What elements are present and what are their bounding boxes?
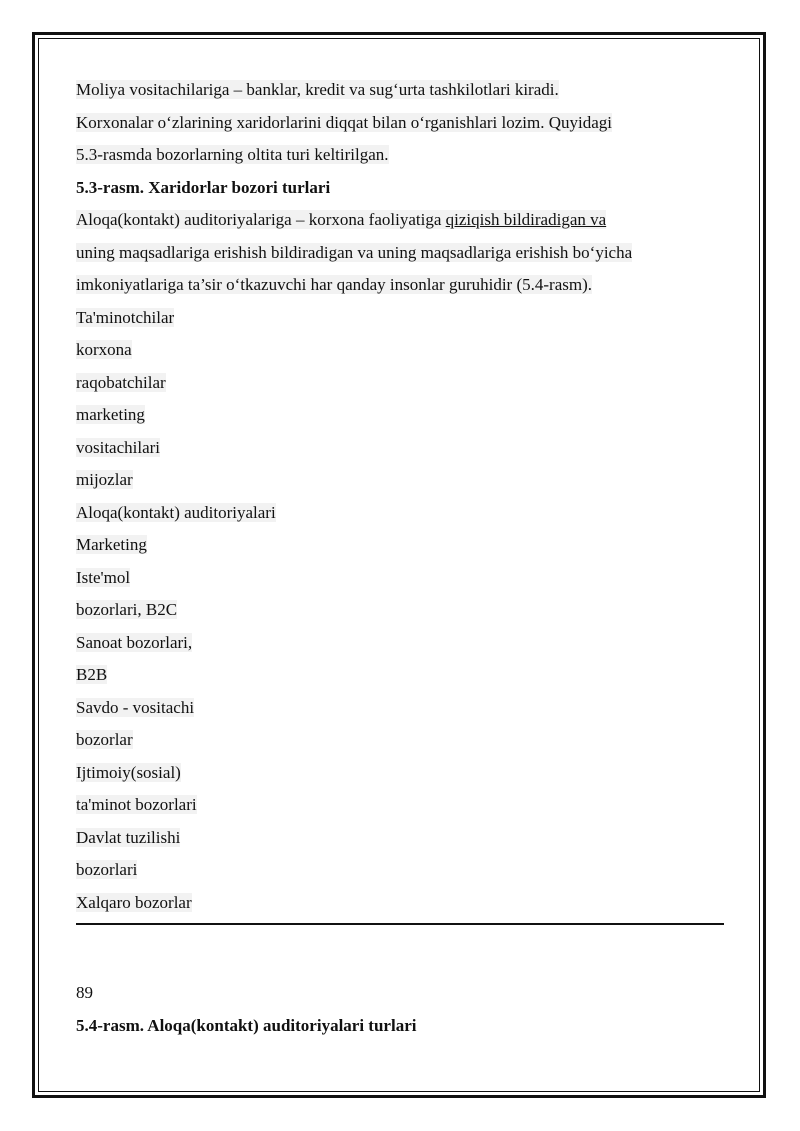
- page-number: 89: [76, 983, 93, 1002]
- diagram-label: Aloqa(kontakt) auditoriyalari: [76, 502, 276, 522]
- diagram-label: Iste'mol: [76, 567, 131, 587]
- diagram-label: B2B: [76, 665, 108, 684]
- diagram-label: raqobatchilar: [76, 372, 166, 392]
- contact-line-1: Aloqa(kontakt) auditoriyalariga – korxona faoliyatiga qiziqish bildiradigan va: [76, 210, 607, 229]
- diagram-label: Ta'minotchilar: [76, 307, 175, 327]
- paragraph-line-3: 5.3-rasmda bozorlarning oltita turi keltirilgan.: [76, 145, 389, 164]
- contact-line-2: uning maqsadlariga erishish bildiradigan va uning maqsadlariga erishish bo‘yicha: [76, 242, 633, 262]
- page-content: [76, 74, 724, 1042]
- diagram-label: bozorlari: [76, 860, 138, 879]
- diagram-label: bozorlar: [76, 730, 133, 749]
- diagram-labels: [76, 302, 724, 920]
- diagram-label: korxona: [76, 340, 132, 359]
- contact-line-3: imkoniyatlariga ta’sir o‘tkazuvchi har qanday insonlar guruhidir (5.4-rasm).: [76, 275, 592, 294]
- diagram-label: bozorlari, B2C: [76, 600, 178, 619]
- figure-5-4-caption: 5.4-rasm. Aloqa(kontakt) auditoriyalari turlari: [76, 1015, 417, 1035]
- diagram-label: Marketing: [76, 535, 147, 554]
- paragraph-line-2: Korxonalar o‘zlarining xaridorlarini diqqat bilan o‘rganishlari lozim. Quyidagi: [76, 112, 612, 132]
- figure-5-3-caption: 5.3-rasm. Xaridorlar bozori turlari: [76, 177, 331, 197]
- diagram-label: Savdo - vositachi: [76, 697, 195, 717]
- underlined-phrase: qiziqish bildiradigan va: [445, 210, 607, 229]
- diagram-label: Sanoat bozorlari,: [76, 632, 193, 652]
- diagram-label: Xalqaro bozorlar: [76, 892, 192, 912]
- footer-rule: [76, 923, 724, 925]
- diagram-label: Ijtimoiy(sosial): [76, 762, 181, 782]
- diagram-label: ta'minot bozorlari: [76, 795, 197, 814]
- paragraph-line-1: Moliya vositachilariga – banklar, kredit va sug‘urta tashkilotlari kiradi.: [76, 80, 559, 99]
- diagram-label: mijozlar: [76, 470, 133, 489]
- diagram-label: vositachilari: [76, 437, 161, 457]
- diagram-label: Davlat tuzilishi: [76, 827, 181, 847]
- diagram-label: marketing: [76, 405, 145, 424]
